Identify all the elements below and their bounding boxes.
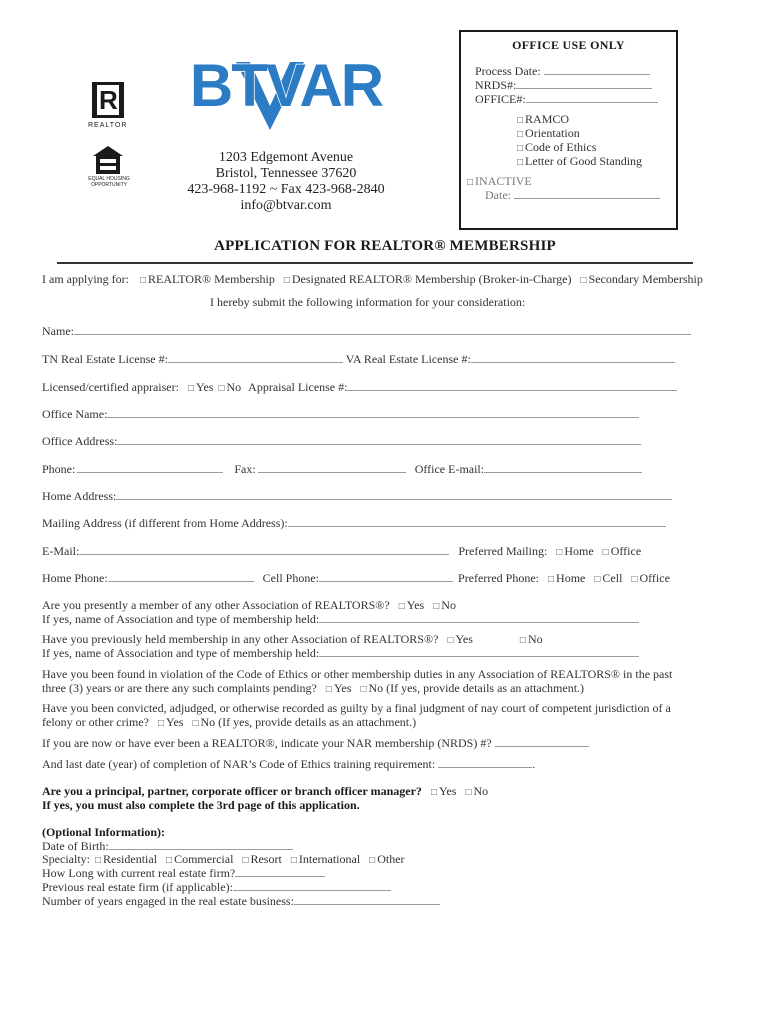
- address-phone: 423-968-1192 ~ Fax 423-968-2840: [187, 182, 385, 197]
- realtor-logo-icon: [92, 82, 124, 118]
- orientation-checkbox[interactable]: □ Orientation: [517, 126, 580, 140]
- member-other-yes[interactable]: Yes: [406, 598, 425, 612]
- convicted-yes[interactable]: Yes: [166, 715, 184, 729]
- phone-office-option[interactable]: Office: [639, 571, 670, 585]
- phone-input[interactable]: [77, 462, 223, 473]
- email-input[interactable]: [79, 544, 449, 555]
- q-convicted-line1: Have you been convicted, adjudged, or otherwise recorded as guilty by a final judgment of nay court of competent jurisdiction of a: [42, 701, 671, 715]
- q-nrds-field[interactable]: If you are now or have ever been a REALTOR®, indicate your NAR membership (NRDS) #?: [42, 736, 589, 750]
- office-number-field[interactable]: OFFICE#:: [475, 92, 658, 106]
- phone-row: Phone: Fax: Office E-mail:: [42, 462, 642, 476]
- email-row: E-Mail: Preferred Mailing: □ Home □ Office: [42, 544, 642, 558]
- home-address-field[interactable]: Home Address:: [42, 489, 672, 503]
- office-use-box: [459, 30, 678, 230]
- q-member-other: Are you presently a member of any other Association of REALTORS®? □ Yes □ No: [42, 598, 456, 612]
- realtor-membership-option[interactable]: REALTOR® Membership: [148, 272, 275, 286]
- address-street: 1203 Edgemont Avenue: [218, 150, 354, 165]
- principal-note: If yes, you must also complete the 3rd page of this application.: [42, 798, 360, 812]
- home-phone-row: Home Phone: Cell Phone: Preferred Phone: □ Home □ Cell □ Office: [42, 571, 670, 585]
- optional-title: (Optional Information):: [42, 825, 165, 839]
- license-row: TN Real Estate License #: VA Real Estate License #:: [42, 352, 675, 366]
- member-other-no[interactable]: No: [441, 598, 456, 612]
- specialty-residential[interactable]: Residential: [103, 852, 158, 866]
- home-phone-input[interactable]: [108, 571, 254, 582]
- good-standing-checkbox[interactable]: □ Letter of Good Standing: [517, 154, 643, 168]
- office-email-input[interactable]: [484, 462, 642, 473]
- address-city: Bristol, Tennessee 37620: [215, 166, 357, 181]
- process-date-field[interactable]: Process Date:: [475, 64, 650, 78]
- appraiser-yes[interactable]: Yes: [195, 380, 214, 394]
- applying-for-row: I am applying for: □ REALTOR® Membership □ Designated REALTOR® Membership (Broker-in-Charge) □ Secondary Membership: [42, 272, 703, 286]
- equal-housing-icon: [92, 145, 124, 175]
- cell-phone-input[interactable]: [319, 571, 453, 582]
- office-address-field[interactable]: Office Address:: [42, 434, 641, 448]
- logo-text: BTVAR: [189, 54, 383, 119]
- q-violation-line1: Have you been found in violation of the Code of Ethics or other membership duties in any Association of REALTORS® in the past: [42, 667, 673, 681]
- how-long-field[interactable]: How Long with current real estate firm?: [42, 866, 325, 880]
- tn-license-input[interactable]: [168, 352, 343, 363]
- association-address: [170, 150, 402, 214]
- form-title: APPLICATION FOR REALTOR® MEMBERSHIP: [214, 238, 556, 254]
- q-member-other-details[interactable]: If yes, name of Association and type of membership held:: [42, 612, 639, 626]
- phone-cell-option[interactable]: Cell: [602, 571, 623, 585]
- code-of-ethics-checkbox[interactable]: □ Code of Ethics: [517, 140, 597, 154]
- va-license-input[interactable]: [471, 352, 675, 363]
- fax-input[interactable]: [258, 462, 406, 473]
- btvar-logo: [166, 54, 406, 134]
- previously-held-no[interactable]: No: [527, 632, 543, 646]
- mailing-address-field[interactable]: Mailing Address (if different from Home Address):: [42, 516, 666, 530]
- name-field[interactable]: Name:: [42, 324, 691, 338]
- eho-label: EQUAL HOUSING OPPORTUNITY: [88, 176, 130, 188]
- q-previously-held: Have you previously held membership in any other Association of REALTORS®? □ Yes □ No: [42, 632, 543, 646]
- specialty-other[interactable]: Other: [377, 852, 405, 866]
- office-use-title: OFFICE USE ONLY: [512, 38, 625, 52]
- mailing-home-option[interactable]: Home: [564, 544, 594, 558]
- inactive-checkbox[interactable]: □ INACTIVE: [467, 174, 532, 188]
- years-engaged-field[interactable]: Number of years engaged in the real estate business:: [42, 894, 440, 908]
- violation-yes[interactable]: Yes: [333, 681, 352, 695]
- specialty-resort[interactable]: Resort: [250, 852, 282, 866]
- inactive-date-field[interactable]: Date:: [485, 188, 660, 202]
- designated-realtor-option[interactable]: Designated REALTOR® Membership (Broker-in-Charge): [291, 272, 572, 286]
- title-divider: [57, 262, 693, 264]
- appraiser-no[interactable]: No: [226, 380, 242, 394]
- principal-yes[interactable]: Yes: [438, 784, 457, 798]
- ramco-checkbox[interactable]: □ RAMCO: [517, 112, 570, 126]
- address-email: info@btvar.com: [240, 198, 332, 213]
- q-convicted-line2: felony or other crime? □ Yes □ No (If yes, provide details as an attachment.): [42, 715, 417, 729]
- specialty-international[interactable]: International: [298, 852, 361, 866]
- previously-held-yes[interactable]: Yes: [455, 632, 473, 646]
- convicted-no[interactable]: No (If yes, provide details as an attachment.): [200, 715, 417, 729]
- dob-field[interactable]: Date of Birth:: [42, 839, 293, 853]
- q-principal: Are you a principal, partner, corporate officer or branch officer manager? □ Yes □ No: [42, 784, 489, 798]
- office-name-field[interactable]: Office Name:: [42, 407, 639, 421]
- principal-no[interactable]: No: [473, 784, 489, 798]
- mailing-office-option[interactable]: Office: [610, 544, 642, 558]
- previous-firm-field[interactable]: Previous real estate firm (if applicable):: [42, 880, 391, 894]
- nrds-field[interactable]: NRDS#:: [475, 78, 652, 92]
- secondary-membership-option[interactable]: Secondary Membership: [588, 272, 703, 286]
- specialty-row: Specialty: □ Residential □ Commercial □ Resort □ International □ Other: [42, 852, 405, 866]
- submit-statement: I hereby submit the following information for your consideration:: [210, 295, 526, 309]
- q-violation-line2: three (3) years or are there any such complaints pending? □ Yes □ No (If yes, provide details as an attachment.): [42, 681, 585, 695]
- violation-no[interactable]: No (If yes, provide details as an attachment.): [368, 681, 585, 695]
- phone-home-option[interactable]: Home: [556, 571, 586, 585]
- specialty-commercial[interactable]: Commercial: [174, 852, 234, 866]
- appraiser-row: Licensed/certified appraiser: □ Yes □ No Appraisal License #:: [42, 380, 677, 396]
- q-ethics-training-field[interactable]: And last date (year) of completion of NAR’s Code of Ethics training requirement: .: [42, 757, 536, 771]
- q-previously-held-details[interactable]: If yes, name of Association and type of membership held:: [42, 646, 639, 660]
- realtor-label: REALTOR: [88, 122, 128, 129]
- appraisal-license-input[interactable]: [347, 380, 677, 391]
